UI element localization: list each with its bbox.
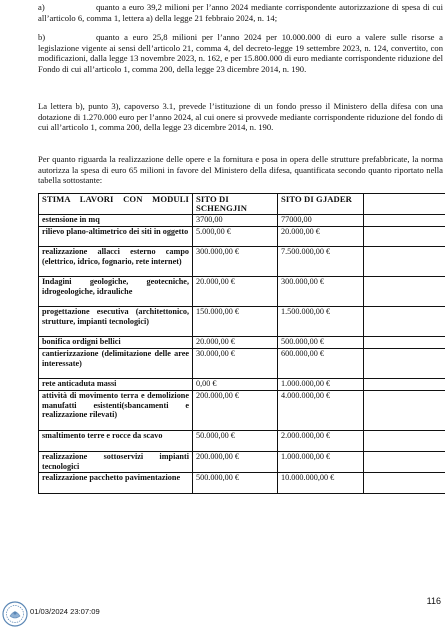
- cell-empty: [364, 472, 445, 493]
- list-marker-a: a): [38, 2, 45, 12]
- table-row: [39, 214, 445, 226]
- cell-schengjin: 200.000,00 €: [193, 451, 278, 472]
- cell-empty: [364, 226, 445, 246]
- cell-gjader: 300.000,00 €: [278, 276, 364, 306]
- cell-empty: [364, 451, 445, 472]
- cell-gjader: 600.000,00 €: [278, 348, 364, 378]
- cell-empty: [364, 348, 445, 378]
- cell-gjader: 1.500.000,00 €: [278, 306, 364, 336]
- row-label: realizzazione allacci esterno campo (elettrico, idrico, fognario, rete internet): [39, 246, 193, 276]
- cell-empty: [364, 430, 445, 451]
- table-row: [39, 348, 445, 378]
- table-body: [39, 214, 445, 493]
- header-sito-schengjin: SITO DI SCHENGJIN: [193, 194, 278, 215]
- cell-gjader: 2.000.000,00 €: [278, 430, 364, 451]
- cell-gjader: 4.000.000,00 €: [278, 390, 364, 430]
- table-row: [39, 430, 445, 451]
- table-row: [39, 276, 445, 306]
- table-row: [39, 336, 445, 348]
- row-label: estensione in mq: [39, 214, 193, 226]
- cell-gjader: 1.000.000,00 €: [278, 451, 364, 472]
- table-row: [39, 472, 445, 493]
- table-row: [39, 390, 445, 430]
- row-label: attività di movimento terra e demolizione manufatti esistenti(sbancamenti e realizzazione rilevati): [39, 390, 193, 430]
- cell-empty: [364, 276, 445, 306]
- cell-schengjin: 50.000,00 €: [193, 430, 278, 451]
- row-label: rete anticaduta massi: [39, 378, 193, 390]
- table-row: [39, 306, 445, 336]
- table-header-row: [39, 194, 445, 215]
- cell-gjader: 7.500.000,00 €: [278, 246, 364, 276]
- cell-schengjin: 0,00 €: [193, 378, 278, 390]
- cell-empty: [364, 306, 445, 336]
- cell-schengjin: 150.000,00 €: [193, 306, 278, 336]
- list-text-a: quanto a euro 39,2 milioni per l’anno 2024 mediante corrispondente autorizzazione di spesa di cui all’articolo 6, comma 1, lettera a) della legge 21 febbraio 2024, n. 14;: [38, 2, 443, 23]
- cell-gjader: 500.000,00 €: [278, 336, 364, 348]
- list-text-b: quanto a euro 25,8 milioni per l’anno 2024 per 10.000.000 di euro a valere sulle risorse a legislazione vigente ai sensi dell’articolo 21, comma 4, del decreto-legge 19 settembre 2023, n. 124, convertito, con modificazioni, dalla legge 13 novembre 2023, n. 162, e per 15.800.000 di euro mediante corrispondente riduzione del Fondo di cui all’articolo 1, comma 200, della legge 23 dicembre 2014, n. 190.: [38, 32, 443, 74]
- cell-schengjin: 500.000,00 €: [193, 472, 278, 493]
- header-empty: [364, 194, 445, 215]
- table-row: [39, 246, 445, 276]
- cell-schengjin: 200.000,00 €: [193, 390, 278, 430]
- cell-empty: [364, 390, 445, 430]
- table-row: [39, 451, 445, 472]
- cell-gjader: 77000,00: [278, 214, 364, 226]
- cell-empty: [364, 214, 445, 226]
- cell-empty: [364, 246, 445, 276]
- header-stima-lavori: STIMA LAVORI CON MODULI: [39, 194, 193, 215]
- cell-empty: [364, 336, 445, 348]
- page-number: 116: [426, 596, 441, 606]
- cell-schengjin: 30.000,00 €: [193, 348, 278, 378]
- cell-gjader: 20.000,00 €: [278, 226, 364, 246]
- row-label: realizzazione sottoservizi impianti tecnologici: [39, 451, 193, 472]
- row-label: rilievo plano-altimetrico dei siti in oggetto: [39, 226, 193, 246]
- cell-gjader: 10.000.000,00 €: [278, 472, 364, 493]
- header-sito-gjader: SITO DI GJADER: [278, 194, 364, 215]
- row-label: realizzazione pacchetto pavimentazione: [39, 472, 193, 493]
- cell-schengjin: 300.000,00 €: [193, 246, 278, 276]
- paragraph-table-intro: Per quanto riguarda la realizzazione delle opere e la fornitura e posa in opera delle strutture prefabbricate, la norma autorizza la spesa di euro 65 milioni in favore del Ministero della difesa, quantificata secondo quanto riportato nella tabella sottostante:: [38, 154, 443, 186]
- seal-icon: [2, 601, 28, 627]
- row-label: cantierizzazione (delimitazione delle aree interessate): [39, 348, 193, 378]
- row-label: bonifica ordigni bellici: [39, 336, 193, 348]
- table-row: [39, 378, 445, 390]
- table-row: [39, 226, 445, 246]
- row-label: Indagini geologiche, geotecniche, idrogeologiche, idrauliche: [39, 276, 193, 306]
- cell-schengjin: 3700,00: [193, 214, 278, 226]
- cell-gjader: 1.000.000,00 €: [278, 378, 364, 390]
- cell-schengjin: 20.000,00 €: [193, 336, 278, 348]
- list-item-b: [38, 32, 443, 96]
- timestamp: 01/03/2024 23:07:09: [30, 607, 100, 616]
- cell-schengjin: 5.000,00 €: [193, 226, 278, 246]
- paragraph-fund: La lettera b), punto 3), capoverso 3.1, prevede l’istituzione di un fondo presso il Ministero della difesa con una dotazione di 1.270.000 euro per l’anno 2024, al cui onere si provvede mediante corrispondente riduzione del fondo di cui all’articolo 1, comma 200, della legge 23 dicembre 2014, n. 190.: [38, 101, 443, 133]
- cost-table: [38, 193, 445, 494]
- cell-schengjin: 20.000,00 €: [193, 276, 278, 306]
- cell-empty: [364, 378, 445, 390]
- row-label: smaltimento terre e rocce da scavo: [39, 430, 193, 451]
- row-label: progettazione esecutiva (architettonico, strutture, impianti tecnologici): [39, 306, 193, 336]
- list-item-a: [38, 2, 443, 24]
- list-marker-b: b): [38, 32, 46, 42]
